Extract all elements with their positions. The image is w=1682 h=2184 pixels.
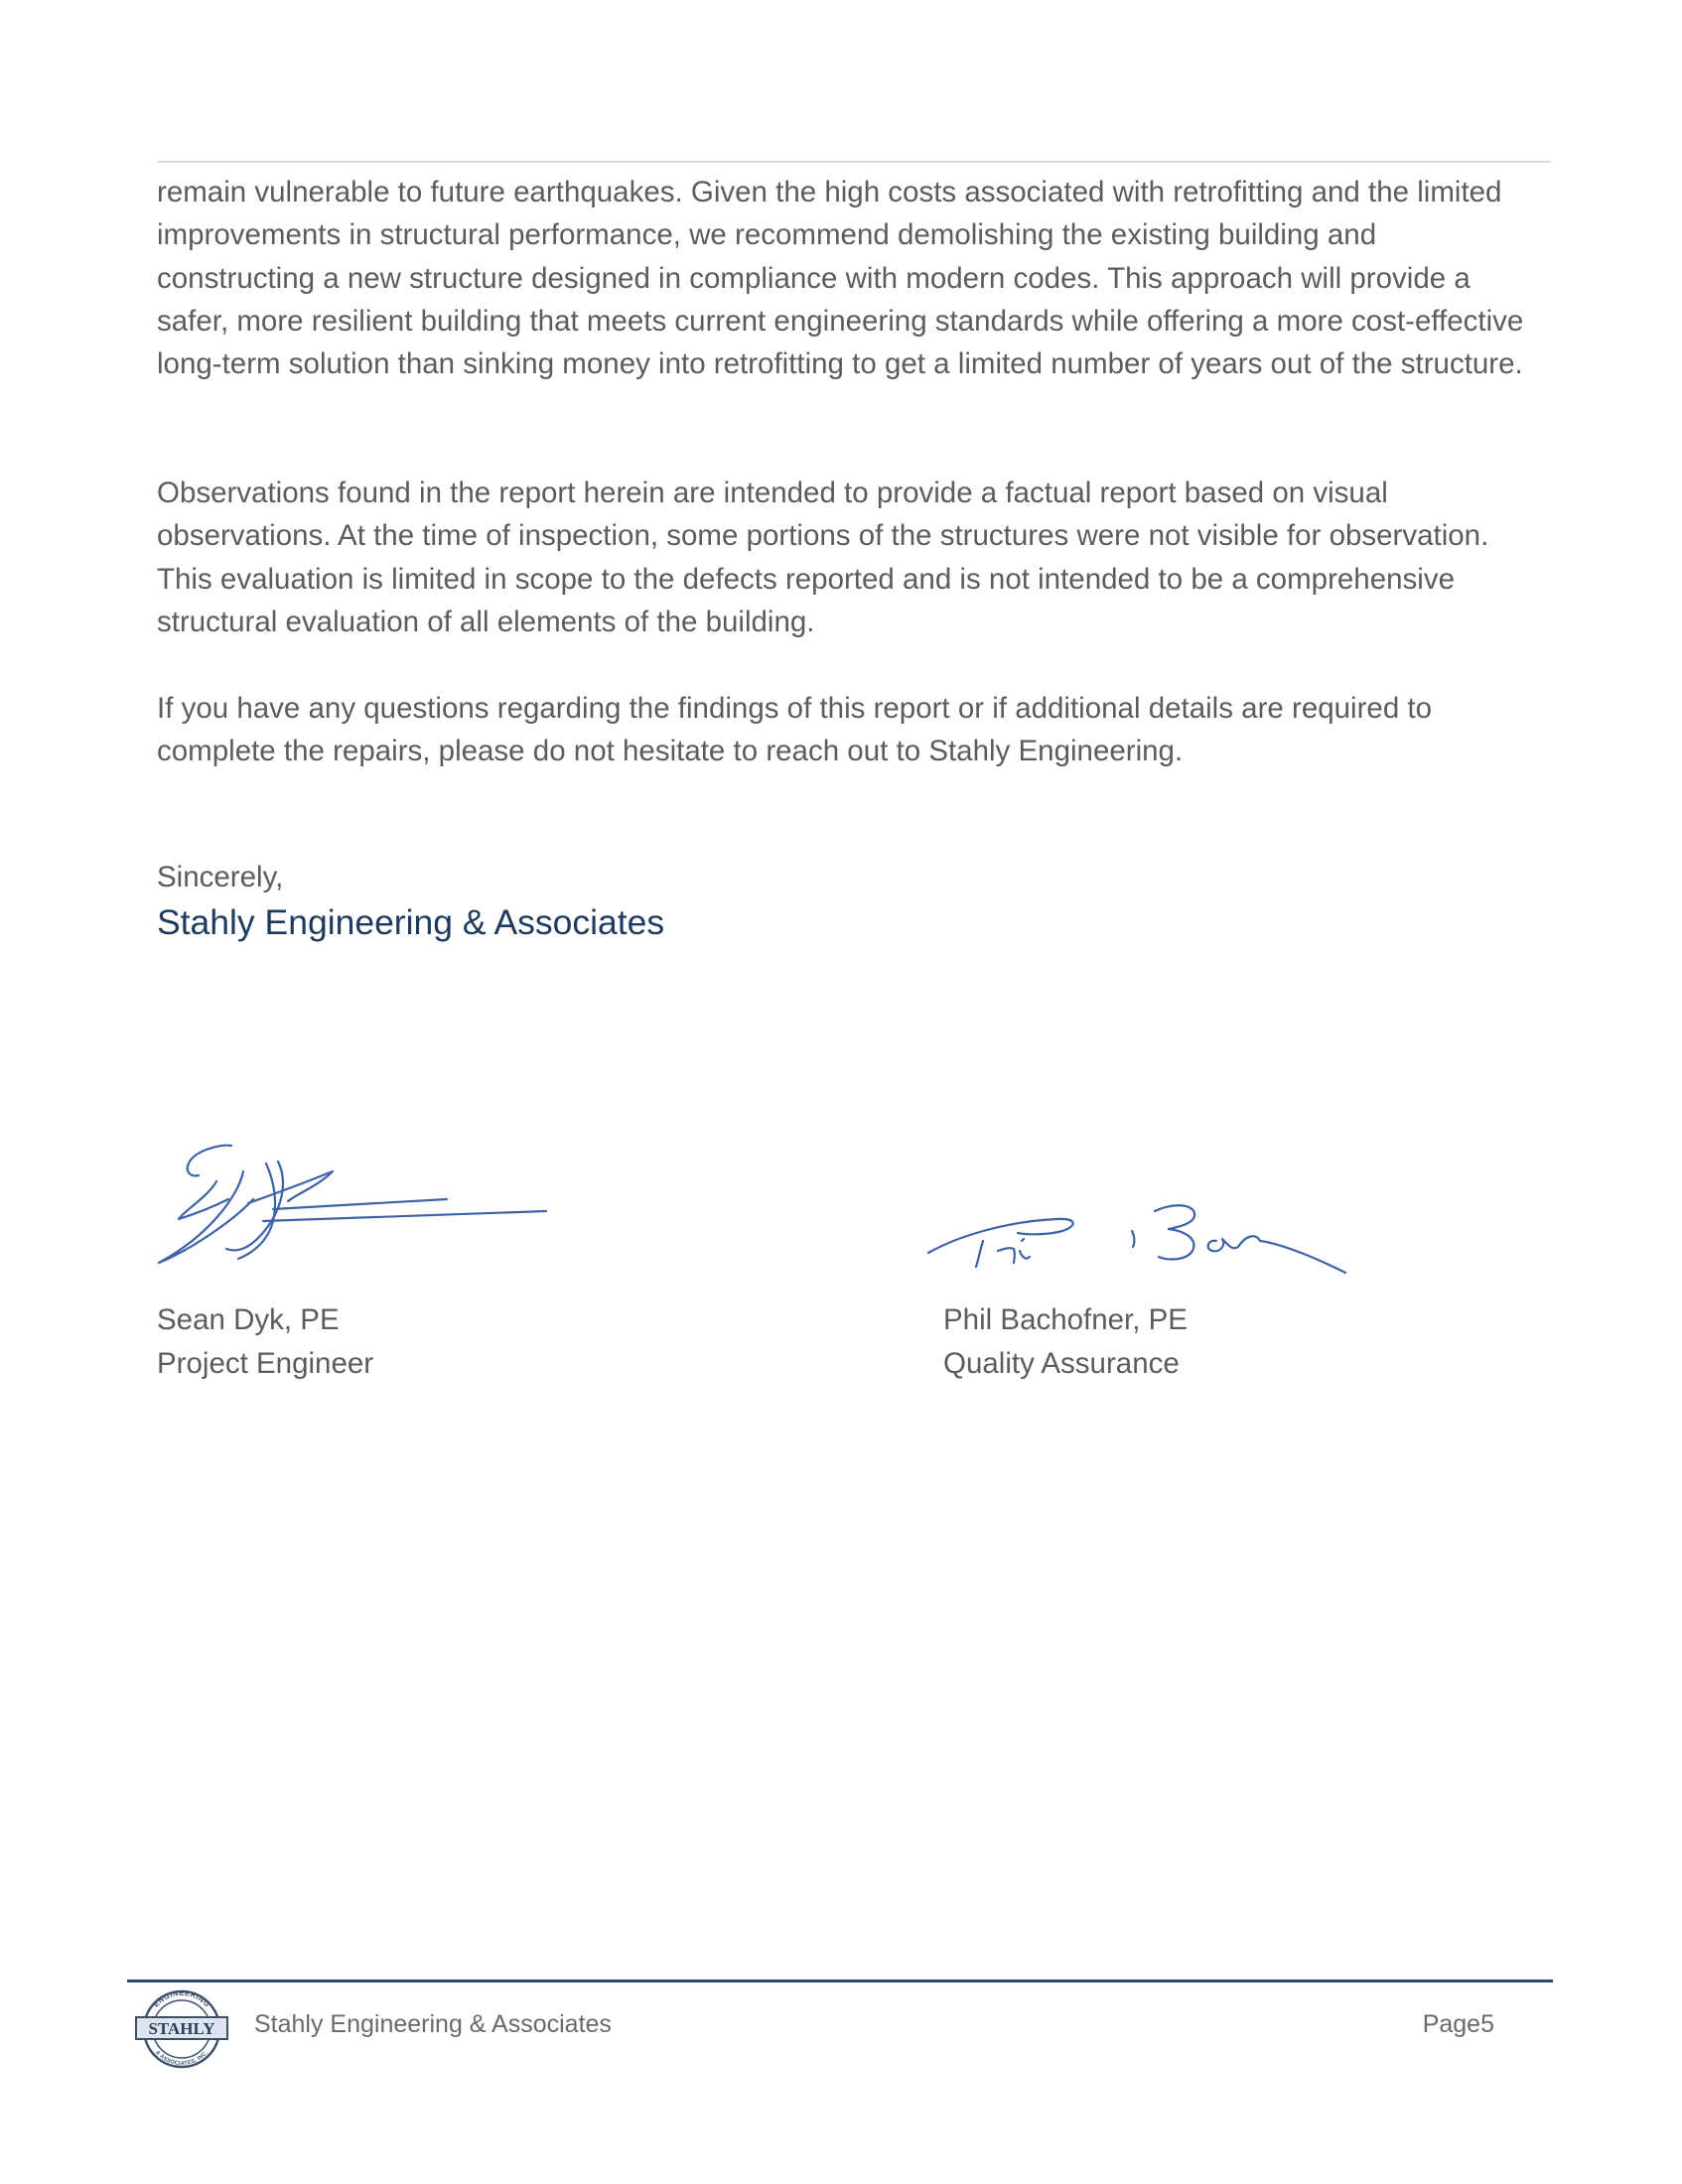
page-number: Page5 — [1422, 2010, 1494, 2038]
footer-company: Stahly Engineering & Associates — [254, 2010, 612, 2038]
signer-sean-dyk — [157, 1298, 373, 1385]
footer-rule — [127, 1979, 1553, 1982]
signature-phil-bachofner — [918, 1191, 1355, 1300]
closing-company: Stahly Engineering & Associates — [157, 902, 665, 942]
top-rule — [157, 161, 1551, 163]
body-paragraph-1: remain vulnerable to future earthquakes. Given the high costs associated with retrofitting and the limited improvements in structural performance, we recommend demolishing the existing building and constructing a new structure designed in compliance with modern codes. This approach will provide a safer, more resilient building that meets current engineering standards while offering a more cost-effective long-term solution than sinking money into retrofitting to get a limited number of years out of the structure. — [157, 176, 1524, 381]
signature-sean-dyk — [149, 1142, 556, 1281]
signer-phil-bachofner — [943, 1298, 1188, 1385]
logo-ring-bottom: & ASSOCIATES, INC. — [154, 2049, 210, 2068]
body-paragraph-2: Observations found in the report herein are intended to provide a factual report based on visual observations. At the time of inspection, some portions of the structures were not visible for observation. This evaluation is limited in scope to the defects reported and is not intended to be a comprehensive structural evaluation of all elements of the building. — [157, 477, 1489, 638]
logo-ring-top: ENGINEERING — [151, 1988, 212, 2009]
closing-salutation: Sincerely, — [157, 861, 284, 893]
signer-name: Phil Bachofner, PE — [943, 1303, 1188, 1336]
signer-name: Sean Dyk, PE — [157, 1303, 340, 1336]
signer-title: Quality Assurance — [943, 1346, 1180, 1380]
body-paragraph-3: If you have any questions regarding the findings of this report or if additional details are required to complete the repairs, please do not hesitate to reach out to Stahly Engineering. — [157, 692, 1433, 768]
stahly-logo — [132, 1981, 231, 2069]
signer-title: Project Engineer — [157, 1346, 374, 1380]
logo-wordmark: STAHLY — [148, 2019, 215, 2038]
